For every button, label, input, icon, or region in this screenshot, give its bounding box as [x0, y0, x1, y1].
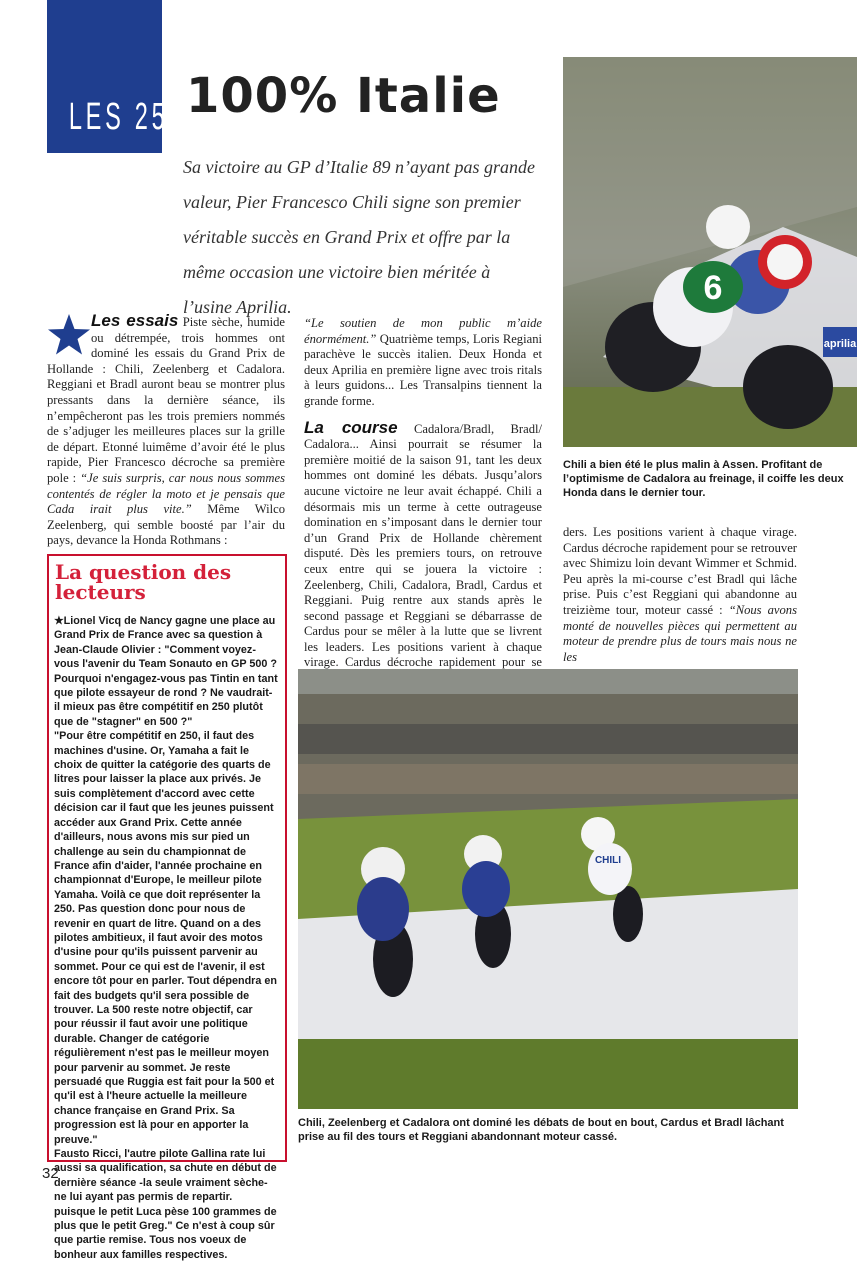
rider-name-label: CHILI — [594, 855, 622, 866]
section-essais-text-a: Piste sèche, humide ou détrempée, trois hommes ont dominé les essais du Grand Prix de Hollande : Chili, Zeelenberg et Cadalora. Reggiani et Bradl auront beau se montrer plus pressants dans la dernière séance, ils n’empêcheront pas les trois premiers nommés de s’adjuger les meilleures places sur la grille de départ. Etonné luimême d’avoir été le plus rapide, Pier Francesco décroche sa première pole : — [47, 315, 285, 485]
article-column-1 — [47, 313, 285, 549]
race-photo-top — [563, 57, 857, 447]
article-title: 100% Italie — [186, 68, 501, 124]
race-photo-bottom-image — [298, 669, 798, 1109]
section-essais-text-b: Même Wilco Zeelenberg, qui semble boosté par l’air du pays, devance la Honda Rothmans : — [47, 502, 285, 548]
page-number: 32 — [42, 1165, 59, 1182]
reader-question-title: La question des lecteurs — [55, 560, 232, 604]
race-photo-bottom — [298, 669, 798, 1109]
section-essais-text-c: Quatrième temps, Loris Regiani parachève le succès italien. Deux Honda et deux Aprilia en première ligne avec trois ritals à leurs guidons... Les Transalpins tiennent la grande forme. — [304, 331, 542, 408]
race-photo-top-image — [563, 57, 857, 447]
article-column-3 — [563, 525, 797, 665]
star-icon — [47, 313, 91, 357]
bottom-photo-caption: Chili, Zeelenberg et Cadalora ont dominé les débats de bout en bout, Cardus et Bradl lâchant prise au fil des tours et Reggiani abandonnant moteur cassé. — [298, 1117, 784, 1143]
section-heading-course: La course — [304, 417, 398, 437]
section-tag-label: LES 250 — [68, 96, 186, 138]
reader-question-text: ★Lionel Vicq de Nancy gagne une place au Grand Prix de France avec sa question à Jean-Claude Olivier : "Comment voyez-vous l'avenir du Team Sonauto en GP 500 ? Pourquoi n'engagez-vous pas Tintin en tant que pilote essayeur de rond ? Ne vaudrait-il mieux pas être compétitif en 250 plutôt que de "stagner" en 500 ?" "Pour être compétitif en 250, il faut des machines d'usine. Or, Yamaha a fait le choix de quitter la catégorie des quarts de litres pour laisser la place aux privés. Je suis complètement d'accord avec cette décision car il faut que les jeunes puissent accéder aux Grand Prix. Cette année d'ailleurs, nous avons mis sur pied un challenge au sein du championnat de France afin d'aider, l'année prochaine en championnat d'Europe, le meilleur pilote Yamaha. Voilà ce que doit représenter la 250. Pas question donc pour nous de revenir en quart de litre. Quand on a des pilotes ambitieux, il faut avoir des motos d'usine pour qu'ils puissent parvenir au sommet. Pour ce qui est de l'avenir, il est encore tôt pour en parler. Tout dépendra en fait des budgets qu'il sera possible de trouver. La 500 reste notre objectif, car pour réussir il faut avoir une politique durable. Changer de catégorie régulièrement n'est pas le meilleur moyen pour parvenir au sommet. Je reste persuadé que Ruggia est fait pour la 500 et qu'il est à l'heure actuelle la meilleure chance française en Grand Prix. Sa progression est là pour en apporter la preuve." Fausto Ricci, l'autre pilote Gallina rate lui aussi sa qualification, sa chute en début de dernière séance -la seule vraiment sèche- ne lui ayant pas permis de repartir. puisque le petit Luca pèse 100 grammes de plus que le petit Greg." Ce n'est à coup sûr que partie remise. Tous nos voeux de bonheur aux familles respectives. — [54, 615, 278, 1261]
section-course-text-a: Cadalora/Bradl, Bradl/ Cadalora... Ainsi pourrait se résumer la première moitié de la saison 91, tant les deux hommes ont dominé les débats. Jusqu’alors aucune victoire ne leur avait échappé. Chili a désormais mis un terme à cette outrageuse domination en s’imposant dans le dernier tour d’un Grand Prix de Hollande chèrement disputé. Dès les premiers tours, on retrouve ceux entre qui se jouera la victoire : Zeelenberg, Chili, Cadalora, Bradl, Cardus et Reggiani. Puig rentre aux stands après le second passage et Reggiani se débarrasse de Cardus pour se mêler à la lutte que se livrent les leaders. Les positions varient à chaque virage. Cardus décroche rapidement pour se — [304, 421, 543, 670]
section-essais-quote-a: “Je suis surpris, car nous nous sommes contentés de régler la moto et je pensais que Cada irait plus vite.” — [47, 470, 285, 517]
section-essais-quote-b: “Le soutien de mon public m’aide énormément.” — [304, 316, 542, 346]
bike-number: 6 — [703, 269, 723, 307]
bike-sponsor: aprilia — [823, 338, 857, 350]
top-photo-caption: Chili a bien été le plus malin à Assen. Profitant de l’optimisme de Cadalora au freinage, il coiffe les deux Honda dans le dernier tour. — [563, 459, 844, 499]
article-intro: Sa victoire au GP d’Italie 89 n’ayant pas grande valeur, Pier Francesco Chili signe son premier véritable succès en Grand Prix et offre par la même occasion une victoire bien méritée à l’usine Aprilia. — [183, 157, 535, 317]
section-heading-essais: Les essais — [91, 311, 179, 330]
section-course-continued: ders. Les positions varient à chaque virage. Cardus décroche rapidement pour se retrouver avec Shimizu loin devant Wimmer et Schmid. Peu après la mi-course c’est Bradl qui lâche prise. Puis c’est Reggiani qui abandonne au treizième tour, moteur cassé : “Nous avons monté de nouvelles pièces qui permettent au moteur de prendre plus de tours mais nous ne les — [563, 525, 797, 664]
section-tag — [47, 0, 186, 153]
